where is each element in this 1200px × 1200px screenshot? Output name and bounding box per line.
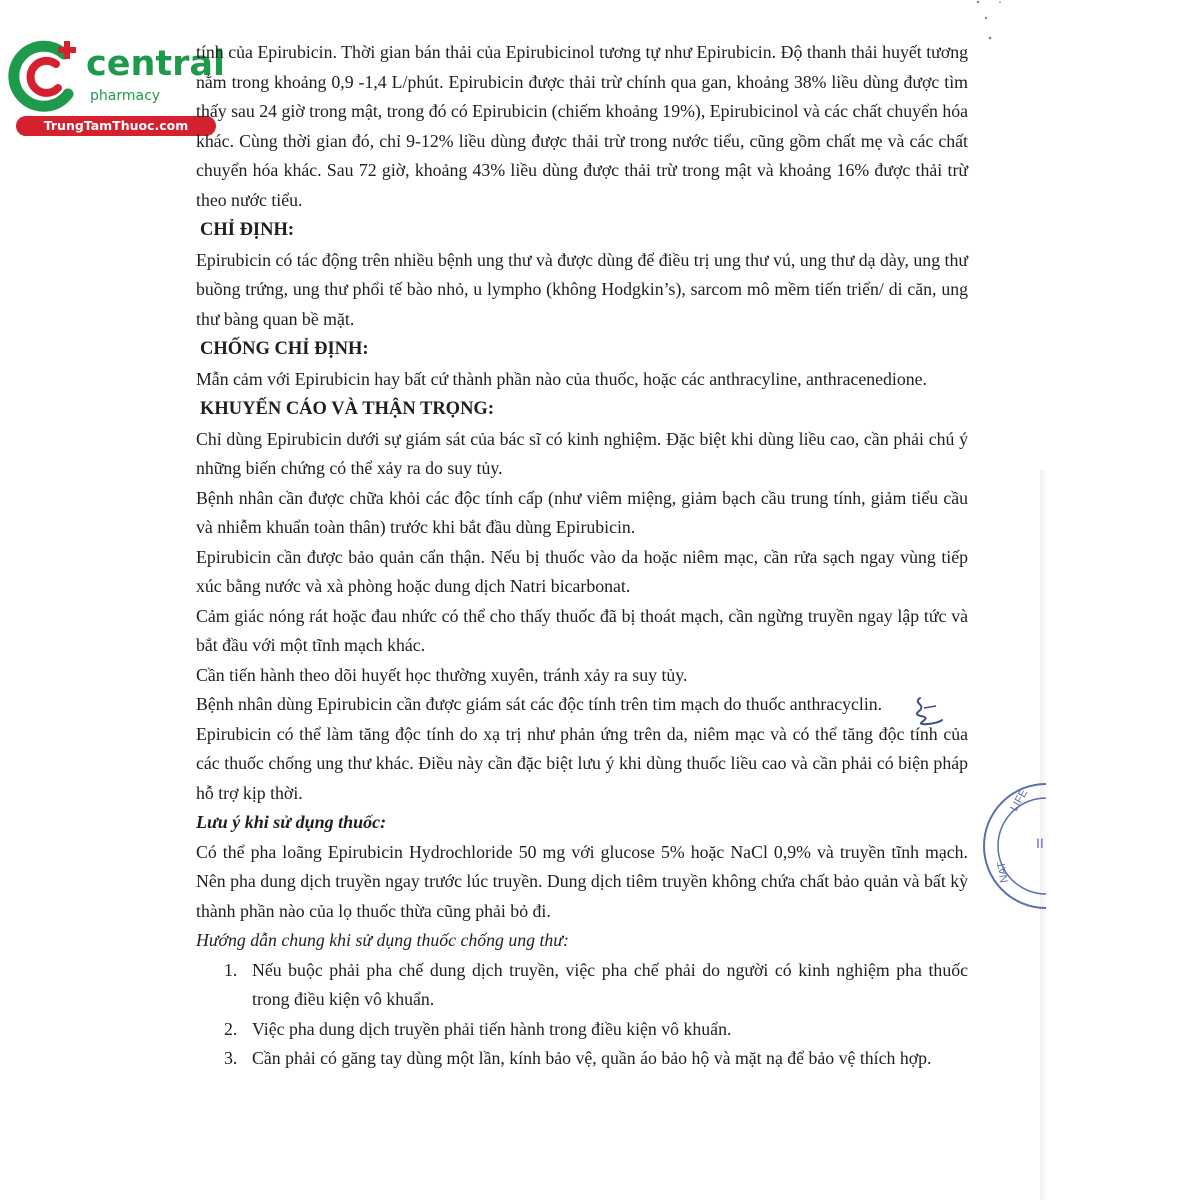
logo-brand-name: central — [86, 44, 226, 84]
list-item-number: 3. — [224, 1048, 238, 1068]
pharmacokinetics-paragraph: tính của Epirubicin. Thời gian bán thải của Epirubicinol tương tự như Epirubicin. Độ thanh thải huyết tương nằm trong khoảng 0,9 -1,4 L/phút. Epirubicin được thải trừ chính qua gan, khoảng 38% liều dùng được tìm thấy sau 24 giờ trong mật, trong đó có Epirubicin (chiếm khoảng 19%), Epirubicinol và các chất chuyển hóa khác. Cùng thời gian đó, chỉ 9-12% liều dùng được thải trừ trong nước tiểu, cũng gồm chất mẹ và các chất chuyển hóa khác. Sau 72 giờ, khoảng 43% liều dùng được thải trừ trong mật và khoảng 16% được thải trừ theo nước tiểu. — [196, 42, 968, 210]
contraindications-paragraph: Mẫn cảm với Epirubicin hay bất cứ thành phần nào của thuốc, hoặc các anthracyline, anthracenedione. — [196, 368, 927, 389]
warning-paragraph: Chỉ dùng Epirubicin dưới sự giám sát của bác sĩ có kinh nghiệm. Đặc biệt khi dùng liều cao, cần phải chú ý những biến chứng có thể xảy ra do suy tủy. — [196, 428, 968, 478]
central-pharmacy-logo[interactable] — [8, 36, 226, 140]
usage-notes-heading: Lưu ý khi sử dụng thuốc: — [196, 812, 387, 832]
svg-text:NAT: NAT — [995, 860, 1011, 884]
scan-specks — [960, 0, 1020, 60]
list-item — [196, 1044, 968, 1074]
svg-text:LIFE: LIFE — [1008, 787, 1031, 814]
handwritten-initials-icon — [908, 694, 952, 734]
warning-paragraph: Bệnh nhân dùng Epirubicin cần được giám sát các độc tính trên tim mạch do thuốc anthracyclin. — [196, 694, 883, 714]
partial-stamp-icon — [995, 782, 1046, 912]
warnings-heading: KHUYẾN CÁO VÀ THẬN TRỌNG: — [200, 399, 494, 419]
general-guidance-heading: Hướng dẫn chung khi sử dụng thuốc chống ung thư: — [196, 930, 569, 950]
list-item-text: Nếu buộc phải pha chế dung dịch truyền, việc pha chế phải do người có kinh nghiệm pha thuốc trong điều kiện vô khuẩn. — [252, 959, 968, 1009]
logo-brand-subname: pharmacy — [90, 88, 161, 104]
logo-c-mark-icon — [8, 36, 88, 116]
warning-paragraph: Cần tiến hành theo dõi huyết học thường xuyên, tránh xảy ra suy tủy. — [196, 664, 688, 685]
contraindications-heading: CHỐNG CHỈ ĐỊNH: — [200, 339, 369, 359]
usage-notes-paragraph: Có thể pha loãng Epirubicin Hydrochloride 50 mg với glucose 5% hoặc NaCl 0,9% và truyền tĩnh mạch. Nên pha dung dịch truyền ngay trước lúc truyền. Dung dịch tiêm truyền không chứa chất bảo quản và bất kỳ thành phần nào của lọ thuốc thừa cũng phải bỏ đi. — [196, 841, 968, 921]
list-item — [196, 956, 968, 1015]
warning-paragraph: Epirubicin cần được bảo quản cẩn thận. Nếu bị thuốc vào da hoặc niêm mạc, cần rửa sạch ngay vùng tiếp xúc bằng nước và xà phòng hoặc dung dịch Natri bicarbonat. — [196, 546, 968, 596]
indications-paragraph: Epirubicin có tác động trên nhiều bệnh ung thư và được dùng để điều trị ung thư vú, ung thư dạ dày, ung thư buồng trứng, ung thư phổi tế bào nhỏ, u lympho (không Hodgkin’s), sarcom mô mềm tiến triển/ di căn, ung thư bàng quan bề mặt. — [196, 249, 968, 329]
logo-website-badge[interactable]: TrungTamThuoc.com — [16, 116, 216, 136]
list-item-text: Cần phải có găng tay dùng một lần, kính bảo vệ, quần áo bảo hộ và mặt nạ để bảo vệ thích hợp. — [252, 1048, 932, 1068]
document-body — [196, 38, 968, 1074]
warning-paragraph: Cảm giác nóng rát hoặc đau nhức có thể cho thấy thuốc đã bị thoát mạch, cần ngừng truyền ngay lập tức và bắt đầu với một tĩnh mạch khác. — [196, 605, 968, 655]
list-item-number: 2. — [224, 1018, 238, 1039]
warning-paragraph: Bệnh nhân cần được chữa khỏi các độc tính cấp (như viêm miệng, giảm bạch cầu trung tính, giảm tiểu cầu và nhiễm khuẩn toàn thân) trước khi bắt đầu dùng Epirubicin. — [196, 487, 968, 537]
warning-paragraph: Epirubicin có thể làm tăng độc tính do xạ trị như phản ứng trên da, niêm mạc và có thể tăng độc tính của các thuốc chống ung thư khác. Điều này cần đặc biệt lưu ý khi dùng thuốc liều cao và cần phải có biện pháp hỗ trợ kịp thời. — [196, 723, 968, 803]
indications-heading: CHỈ ĐỊNH: — [200, 220, 295, 240]
svg-text:II: II — [1036, 835, 1044, 851]
general-guidance-list — [196, 956, 968, 1074]
list-item — [196, 1015, 968, 1045]
list-item-text: Việc pha dung dịch truyền phải tiến hành trong điều kiện vô khuẩn. — [252, 1018, 732, 1039]
list-item-number: 1. — [224, 959, 238, 980]
